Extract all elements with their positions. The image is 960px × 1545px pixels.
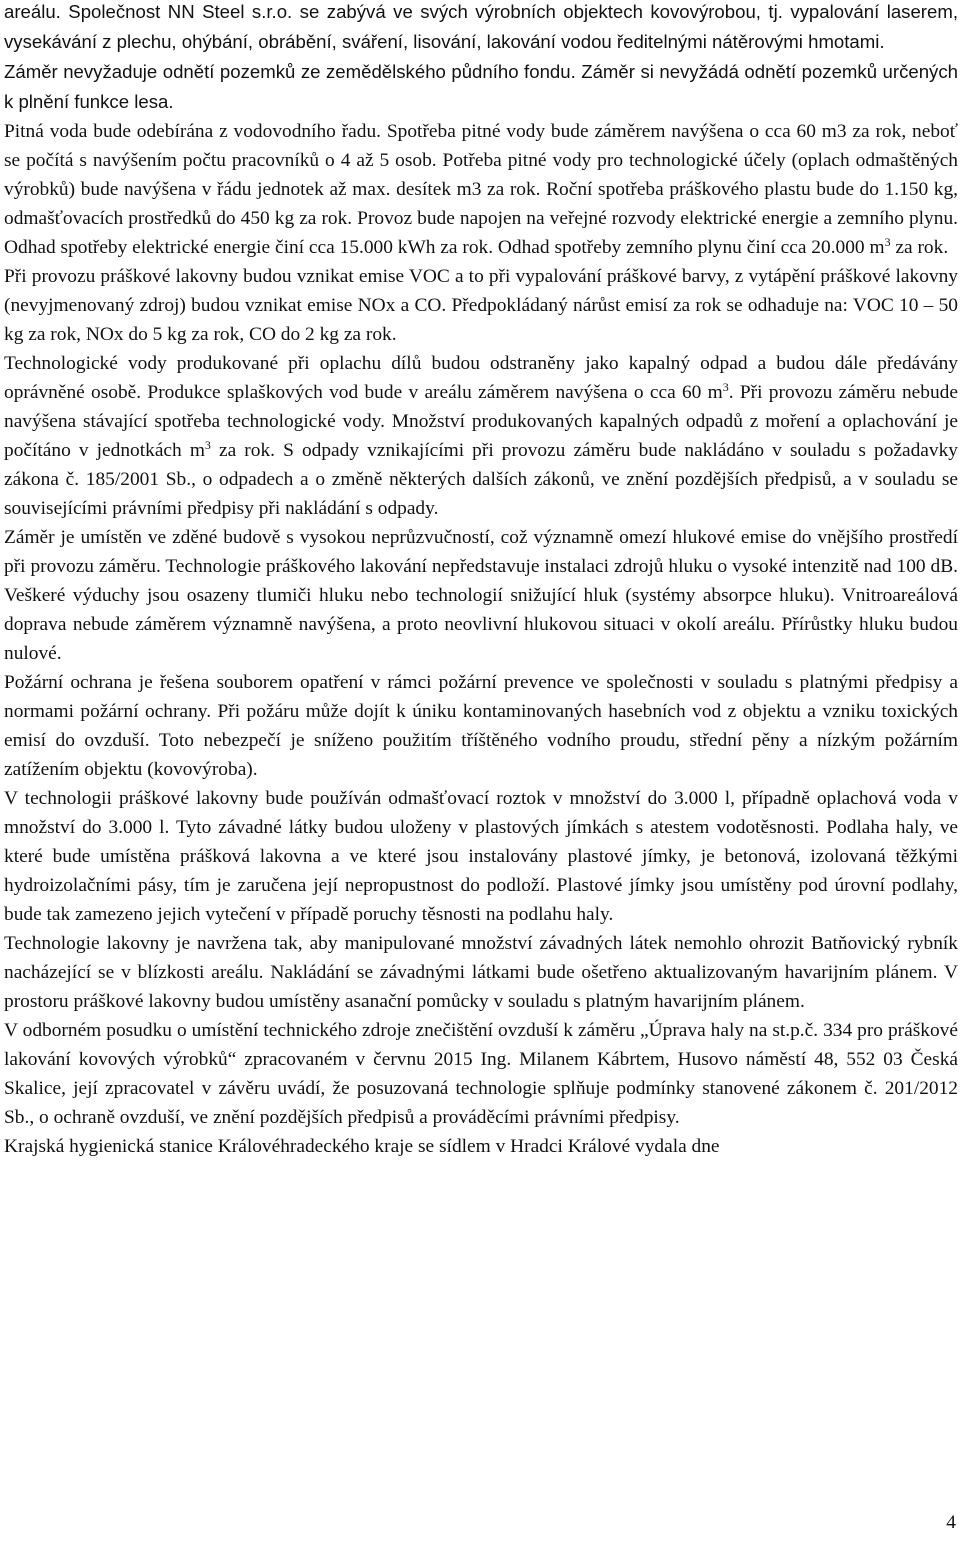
hazardous-substances-text: V technologii práškové lakovny bude používán odmašťovací roztok v množství do 3.000 l, případně oplachová voda v množství do 3.000 l. Tyto závadné látky budou uloženy v plastových jímkách s atestem vodotěsnosti. Podlaha haly, ve které bude umístěna prášková lakovna a ve které jsou instalovány plastové jímky, je betonová, izolovaná těžkými hydroizolačními pásy, tím je zaručena její nepropustnost do podloží. Plastové jímky jsou umístěny pod úrovní podlahy, bude tak zamezeno jejich vytečení v případě poruchy těsnosti na podlahu haly.	[4, 788, 958, 925]
water-energy-text: Pitná voda bude odebírána z vodovodního řadu. Spotřeba pitné vody bude záměrem navýšena o cca 60 m3 za rok, neboť se počítá s navýšením počtu pracovníků o 4 až 5 osob. Potřeba pitné vody pro technologické účely (oplach odmaštěných výrobků) bude navýšena v řádu jednotek až max. desítek m3 za rok. Roční spotřeba práškového plastu bude do 1.150 kg, odmašťovacích prostředků do 450 kg za rok. Provoz bude napojen na veřejné rozvody elektrické energie a zemního plynu. Odhad spotřeby elektrické energie činí cca 15.000 kWh za rok. Odhad spotřeby zemního plynu činí cca 20.000 m	[4, 121, 958, 258]
paragraph-water-energy	[4, 117, 958, 262]
paragraph-hazardous-substances	[4, 784, 958, 929]
superscript-3: 3	[722, 380, 729, 394]
paragraph-noise	[4, 523, 958, 668]
emissions-text: Při provozu práškové lakovny budou vznikat emise VOC a to při vypalování práškové barvy, z vytápění práškové lakovny (nevyjmenovaný zdroj) budou vznikat emise NOx a CO. Předpokládaný nárůst emisí za rok se odhaduje na: VOC 10 – 50 kg za rok, NOx do 5 kg za rok, CO do 2 kg za rok.	[4, 266, 958, 345]
noise-text: Záměr je umístěn ve zděné budově s vysokou neprůzvučností, což významně omezí hlukové emise do vnějšího prostředí při provozu záměru. Technologie práškového lakování nepředstavuje instalaci zdrojů hluku o vysoké intenzitě nad 100 dB. Veškeré výduchy jsou osazeny tlumiči hluku nebo technologií snižující hluk (systémy absorpce hluku). Vnitroareálová doprava nebude záměrem významně navýšena, a proto neovlivní hlukovou situaci v okolí areálu. Přírůstky hluku budou nulové.	[4, 527, 958, 664]
paragraph-pond-protection	[4, 929, 958, 1016]
superscript-3: 3	[884, 235, 891, 249]
paragraph-emissions	[4, 262, 958, 349]
fire-protection-text: Požární ochrana je řešena souborem opatření v rámci požární prevence ve společnosti v souladu s platnými předpisy a normami požární ochrany. Při požáru může dojít k úniku kontaminovaných hasebních vod z objektu a vzniku toxických emisí do ovzduší. Toto nebezpečí je sníženo použitím tříštěného vodního proudu, střední pěny a nízkým požárním zatížením objektu (kovovýroba).	[4, 672, 958, 780]
waste-water-text-a: Technologické vody produkované při oplachu dílů budou odstraněny jako kapalný odpad a budou dále předávány oprávněné osobě. Produkce splaškových vod bude v areálu záměrem navýšena o cca 60 m	[4, 353, 958, 403]
expert-opinion-text: V odborném posudku o umístění technického zdroje znečištění ovzduší k záměru „Úprava haly na st.p.č. 334 pro práškové lakování kovových výrobků“ zpracovaném v červnu 2015 Ing. Milanem Kábrtem, Husovo náměstí 48, 552 03 Česká Skalice, její zpracovatel v závěru uvádí, že posuzovaná technologie splňuje podmínky stanovené zákonem č. 201/2012 Sb., o ochraně ovzduší, ve znění pozdějších předpisů a prováděcími právními předpisy.	[4, 1020, 958, 1128]
waste-water-text-c: za rok. S odpady vznikajícími při provozu záměru bude nakládáno v souladu s požadavky zákona č. 185/2001 Sb., o odpadech a o změně některých dalších zákonů, ve znění pozdějších předpisů, a v souladu se souvisejícími právními předpisy při nakládání s odpady.	[4, 440, 958, 519]
paragraph-waste-water	[4, 349, 958, 523]
paragraph-fire-protection	[4, 668, 958, 784]
water-energy-tail: za rok.	[890, 237, 949, 258]
paragraph-expert-opinion	[4, 1016, 958, 1132]
waste-water-text-b: . Při provozu záměru nebude navýšena stávající spotřeba technologické vody. Množství produkovaných kapalných odpadů z moření a oplachování je počítáno v jednotkách m	[4, 382, 958, 461]
hygiene-station-text: Krajská hygienická stanice Královéhradeckého kraje se sídlem v Hradci Králové vydala dne	[4, 1136, 720, 1157]
paragraph-land-use	[4, 57, 958, 117]
page-number: 4	[946, 1512, 956, 1533]
paragraph-company-intro	[4, 0, 958, 57]
land-use-text: Záměr nevyžaduje odnětí pozemků ze zemědělského půdního fondu. Záměr si nevyžádá odnětí pozemků určených k plnění funkce lesa.	[4, 61, 958, 112]
pond-protection-text: Technologie lakovny je navržena tak, aby manipulované množství závadných látek nemohlo ohrozit Batňovický rybník nacházející se v blízkosti areálu. Nakládání se závadnými látkami bude ošetřeno aktualizovaným havarijním plánem. V prostoru práškové lakovny budou umístěny asanační pomůcky v souladu s platným havarijním plánem.	[4, 933, 958, 1012]
superscript-3: 3	[204, 438, 211, 452]
paragraph-hygiene-station	[4, 1132, 958, 1161]
document-page	[4, 0, 958, 1161]
intro-text: areálu. Společnost NN Steel s.r.o. se zabývá ve svých výrobních objektech kovovýrobou, tj. vypalování laserem, vysekávání z plechu, ohýbání, obrábění, sváření, lisování, lakování vodou ředitelnými nátěrovými hmotami.	[4, 1, 958, 52]
